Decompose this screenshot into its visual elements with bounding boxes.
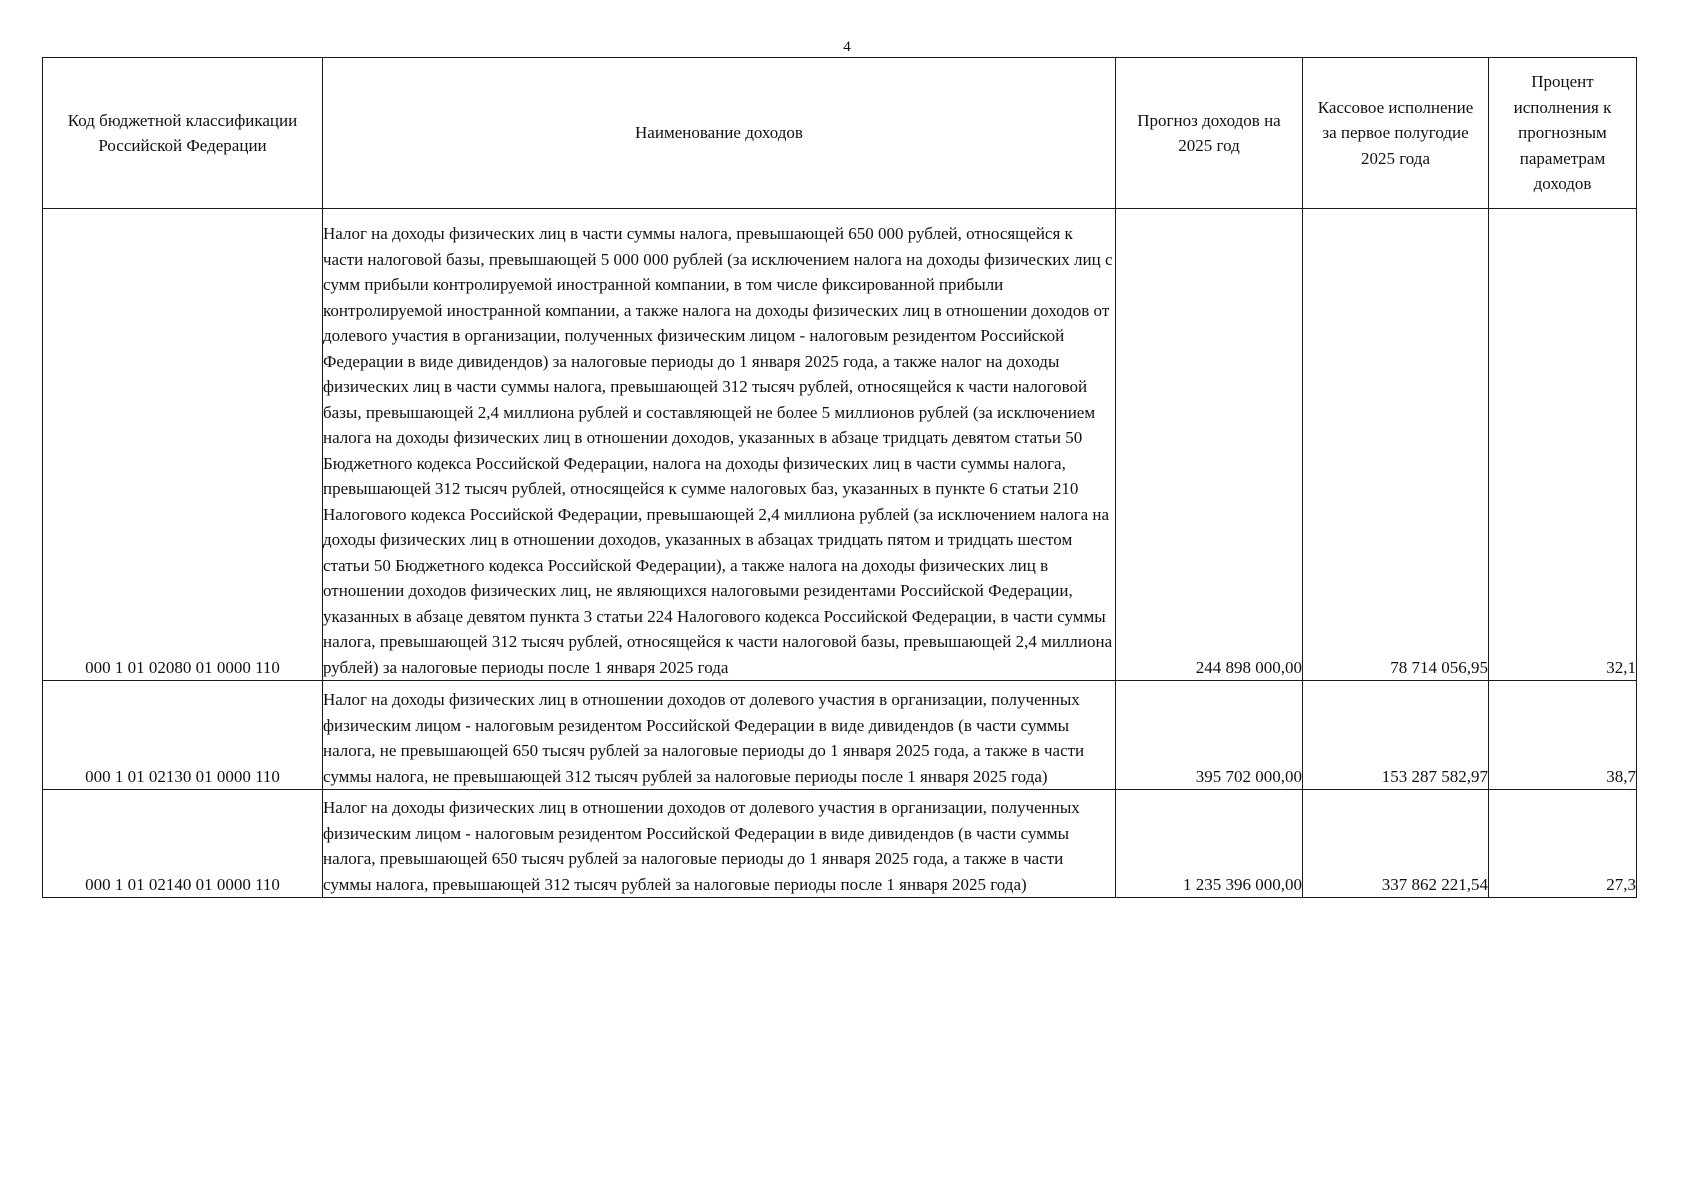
table-row xyxy=(43,790,1637,898)
cell-name: Налог на доходы физических лиц в отношении доходов от долевого участия в организации, полученных физическим лицом - налоговым резидентом Российской Федерации в виде дивидендов (в части суммы налога, превышающей 650 тысяч рублей за налоговые периоды до 1 января 2025 года, а также в части суммы налога, превышающей 312 тысяч рублей за налоговые периоды после 1 января 2025 года) xyxy=(323,790,1116,898)
cell-exec: 337 862 221,54 xyxy=(1303,790,1489,898)
cell-pct: 32,1 xyxy=(1489,209,1637,681)
cell-code: 000 1 01 02130 01 0000 110 xyxy=(43,681,323,790)
cell-plan: 395 702 000,00 xyxy=(1116,681,1303,790)
header-plan: Прогноз доходов на 2025 год xyxy=(1116,58,1303,209)
cell-code: 000 1 01 02140 01 0000 110 xyxy=(43,790,323,898)
table-row xyxy=(43,681,1637,790)
cell-exec: 78 714 056,95 xyxy=(1303,209,1489,681)
header-pct: Процент исполнения к прогнозным параметрам доходов xyxy=(1489,58,1637,209)
cell-pct: 27,3 xyxy=(1489,790,1637,898)
header-code: Код бюджетной классификации Российской Федерации xyxy=(43,58,323,209)
table-row xyxy=(43,209,1637,681)
header-exec: Кассовое исполнение за первое полугодие 2025 года xyxy=(1303,58,1489,209)
cell-plan: 1 235 396 000,00 xyxy=(1116,790,1303,898)
page-number: 4 xyxy=(843,39,851,55)
cell-code: 000 1 01 02080 01 0000 110 xyxy=(43,209,323,681)
header-name: Наименование доходов xyxy=(323,58,1116,209)
table-header-row xyxy=(43,58,1637,209)
cell-exec: 153 287 582,97 xyxy=(1303,681,1489,790)
revenue-table xyxy=(42,57,1637,898)
cell-name: Налог на доходы физических лиц в части суммы налога, превышающей 650 000 рублей, относящейся к части налоговой базы, превышающей 5 000 000 рублей (за исключением налога на доходы физических лиц с сумм прибыли контролируемой иностранной компании, в том числе фиксированной прибыли контролируемой иностранной компании, а также налога на доходы физических лиц в отношении доходов от долевого участия в организации, полученных физическим лицом - налоговым резидентом Российской Федерации в виде дивидендов) за налоговые периоды до 1 января 2025 года, а также налог на доходы физических лиц в части суммы налога, превышающей 312 тысяч рублей, относящейся к части налоговой базы, превышающей 2,4 миллиона рублей и составляющей не более 5 миллионов рублей (за исключением налога на доходы физических лиц в отношении доходов, указанных в абзаце тридцать девятом статьи 50 Бюджетного кодекса Российской Федерации, налога на доходы физических лиц в части суммы налога, превышающей 312 тысяч рублей, относящейся к сумме налоговых баз, указанных в пункте 6 статьи 210 Налогового кодекса Российской Федерации, превышающей 2,4 миллиона рублей (за исключением налога на доходы физических лиц в отношении доходов, указанных в абзацах тридцать пятом и тридцать шестом статьи 50 Бюджетного кодекса Российской Федерации), а также налога на доходы физических лиц в отношении доходов физических лиц, не являющихся налоговыми резидентами Российской Федерации, указанных в абзаце девятом пункта 3 статьи 224 Налогового кодекса Российской Федерации, в части суммы налога, превышающей 312 тысяч рублей, относящейся к части налоговой базы, превышающей 2,4 миллиона рублей) за налоговые периоды после 1 января 2025 года xyxy=(323,209,1116,681)
cell-pct: 38,7 xyxy=(1489,681,1637,790)
cell-plan: 244 898 000,00 xyxy=(1116,209,1303,681)
cell-name: Налог на доходы физических лиц в отношении доходов от долевого участия в организации, полученных физическим лицом - налоговым резидентом Российской Федерации в виде дивидендов (в части суммы налога, не превышающей 650 тысяч рублей за налоговые периоды до 1 января 2025 года, а также в части суммы налога, не превышающей 312 тысяч рублей за налоговые периоды после 1 января 2025 года) xyxy=(323,681,1116,790)
